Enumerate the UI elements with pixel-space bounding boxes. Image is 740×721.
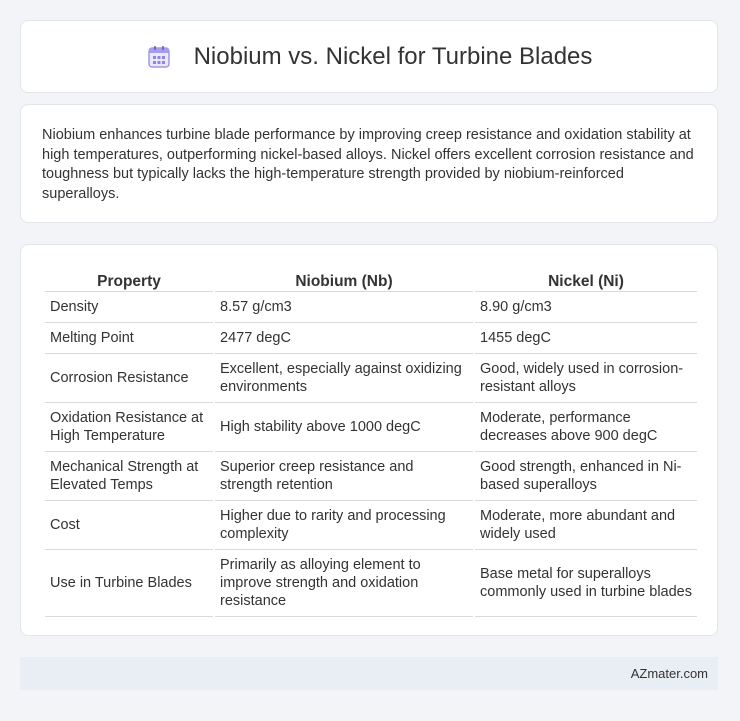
summary-text: Niobium enhances turbine blade performance by improving creep resistance and oxidation stability at high temperatures, outperforming nickel-based alloys. Nickel offers excellent corrosion resistance and toughness but typically lacks the high-temperature strength provided by niobium-reinforced superalloys. [42, 127, 694, 202]
property-cell: Use in Turbine Blades [45, 550, 213, 617]
table-row [45, 403, 697, 452]
comparison-table [43, 265, 699, 617]
comparison-table-card [20, 244, 718, 636]
niobium-cell: Higher due to rarity and processing complexity [215, 501, 473, 550]
header-property: Property [45, 265, 213, 292]
nickel-cell: Good strength, enhanced in Ni-based superalloys [475, 452, 697, 501]
niobium-cell: Excellent, especially against oxidizing environments [215, 354, 473, 403]
table-row [45, 452, 697, 501]
property-cell: Oxidation Resistance at High Temperature [45, 403, 213, 452]
table-row [45, 354, 697, 403]
summary-card [20, 104, 718, 223]
niobium-cell: Superior creep resistance and strength retention [215, 452, 473, 501]
niobium-cell: High stability above 1000 degC [215, 403, 473, 452]
niobium-cell: 2477 degC [215, 323, 473, 354]
property-cell: Corrosion Resistance [45, 354, 213, 403]
title-card [20, 20, 718, 93]
nickel-cell: Base metal for superalloys commonly used in turbine blades [475, 550, 697, 617]
table-row [45, 550, 697, 617]
page-title: Niobium vs. Nickel for Turbine Blades [193, 42, 593, 70]
property-cell: Cost [45, 501, 213, 550]
nickel-cell: Moderate, more abundant and widely used [475, 501, 697, 550]
footer [20, 657, 718, 690]
nickel-cell: 1455 degC [475, 323, 697, 354]
niobium-cell: Primarily as alloying element to improve strength and oxidation resistance [215, 550, 473, 617]
table-header-row [45, 265, 697, 292]
property-cell: Melting Point [45, 323, 213, 354]
property-cell: Density [45, 292, 213, 323]
property-cell: Mechanical Strength at Elevated Temps [45, 452, 213, 501]
nickel-cell: 8.90 g/cm3 [475, 292, 697, 323]
nickel-cell: Good, widely used in corrosion-resistant alloys [475, 354, 697, 403]
calendar-icon [146, 44, 172, 70]
header-nickel: Nickel (Ni) [475, 265, 697, 292]
footer-site-link[interactable]: AZmater.com [630, 666, 708, 681]
table-row [45, 501, 697, 550]
nickel-cell: Moderate, performance decreases above 900 degC [475, 403, 697, 452]
table-row [45, 292, 697, 323]
header-niobium: Niobium (Nb) [215, 265, 473, 292]
table-row [45, 323, 697, 354]
niobium-cell: 8.57 g/cm3 [215, 292, 473, 323]
